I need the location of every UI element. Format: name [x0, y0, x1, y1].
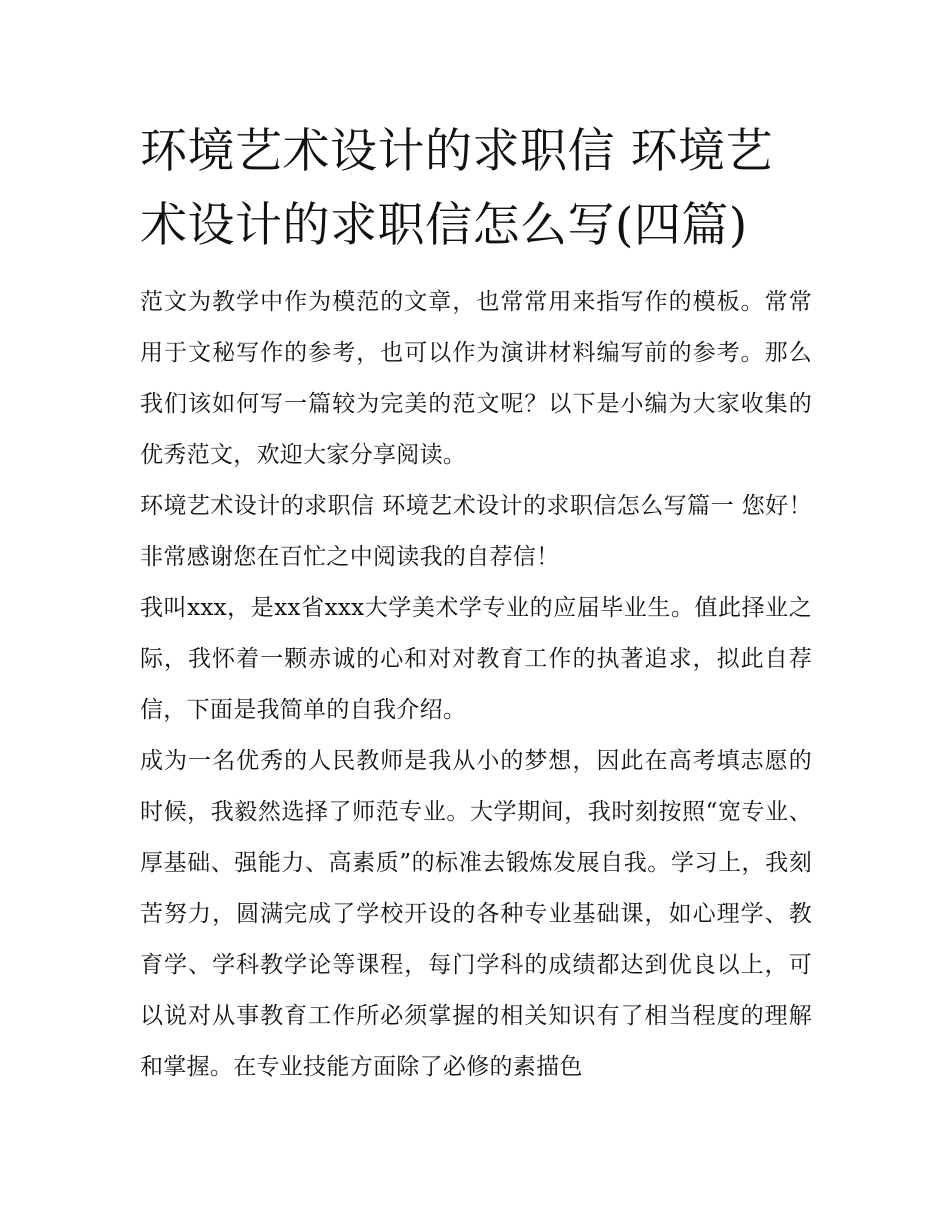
paragraph-greeting: 环境艺术设计的求职信 环境艺术设计的求职信怎么写篇一 您好！非常感谢您在百忙之中阅读我的自荐信！	[140, 493, 812, 570]
document-title: 环境艺术设计的求职信 环境艺术设计的求职信怎么写(四篇)	[140, 124, 773, 253]
paragraph-self-intro: 我叫xxx，是xx省xxx大学美术学专业的应届毕业生。值此择业之际，我怀着一颗赤诚的心和对对教育工作的执著追求，拟此自荐信，下面是我简单的自我介绍。	[140, 595, 812, 723]
paragraph-intro: 范文为教学中作为模范的文章，也常常用来指写作的模板。常常用于文秘写作的参考，也可以作为演讲材料编写前的参考。那么我们该如何写一篇较为完美的范文呢？以下是小编为大家收集的优秀范文，欢迎大家分享阅读。	[140, 289, 812, 468]
paragraph-education: 成为一名优秀的人民教师是我从小的梦想，因此在高考填志愿的时候，我毅然选择了师范专业。大学期间，我时刻按照“宽专业、厚基础、强能力、高素质”的标准去锻炼发展自我。学习上，我刻苦努力，圆满完成了学校开设的各种专业基础课，如心理学、教育学、学科教学论等课程，每门学科的成绩都达到优良以上，可以说对从事教育工作所必须掌握的相关知识有了相当程度的理解和掌握。在专业技能方面除了必修的素描色	[140, 748, 812, 1080]
